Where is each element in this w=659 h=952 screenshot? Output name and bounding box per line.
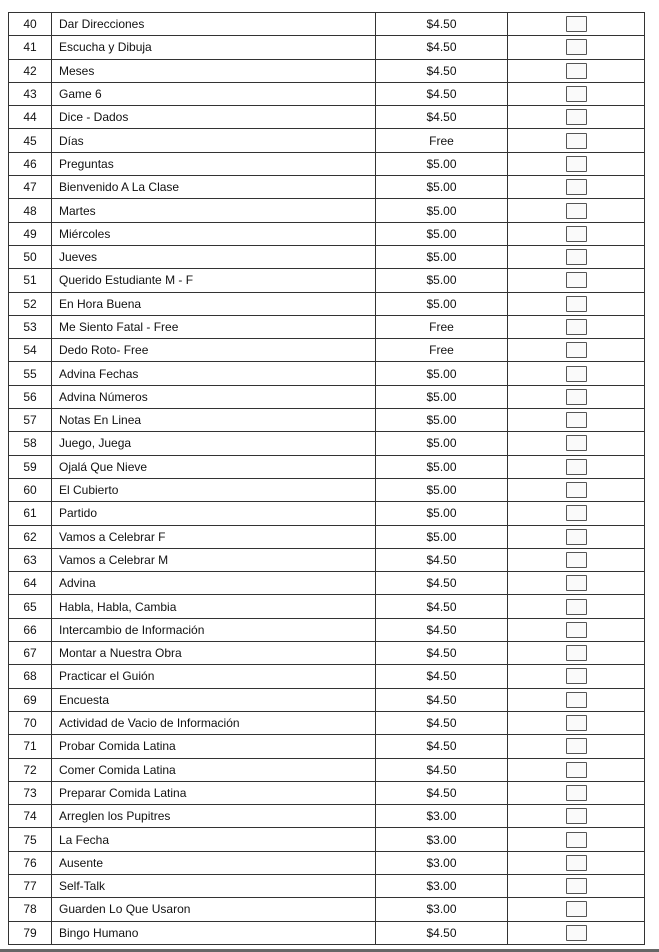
item-title: Comer Comida Latina: [52, 758, 376, 781]
select-cell: [508, 106, 645, 129]
select-cell: [508, 245, 645, 268]
select-checkbox[interactable]: [566, 622, 587, 638]
item-price: $4.50: [376, 665, 508, 688]
item-title: Partido: [52, 502, 376, 525]
table-row: [9, 106, 645, 129]
item-title: Arreglen los Pupitres: [52, 805, 376, 828]
select-cell: [508, 525, 645, 548]
item-title: Advina Números: [52, 385, 376, 408]
item-price: $5.00: [376, 362, 508, 385]
select-checkbox[interactable]: [566, 296, 587, 312]
item-price: $4.50: [376, 59, 508, 82]
item-price: $3.00: [376, 805, 508, 828]
item-price: $5.00: [376, 385, 508, 408]
select-checkbox[interactable]: [566, 86, 587, 102]
select-cell: [508, 805, 645, 828]
item-number: 63: [9, 548, 52, 571]
item-price: $5.00: [376, 245, 508, 268]
item-title: Intercambio de Información: [52, 618, 376, 641]
select-checkbox[interactable]: [566, 925, 587, 941]
select-checkbox[interactable]: [566, 203, 587, 219]
table-row: [9, 898, 645, 921]
select-checkbox[interactable]: [566, 156, 587, 172]
item-price: $5.00: [376, 292, 508, 315]
select-cell: [508, 269, 645, 292]
table-row: [9, 339, 645, 362]
item-title: Preparar Comida Latina: [52, 781, 376, 804]
item-price: Free: [376, 315, 508, 338]
item-number: 71: [9, 735, 52, 758]
item-title: Vamos a Celebrar F: [52, 525, 376, 548]
select-checkbox[interactable]: [566, 16, 587, 32]
item-number: 52: [9, 292, 52, 315]
item-price: $4.50: [376, 618, 508, 641]
item-number: 72: [9, 758, 52, 781]
item-number: 64: [9, 572, 52, 595]
select-cell: [508, 362, 645, 385]
item-price: $4.50: [376, 921, 508, 944]
item-number: 74: [9, 805, 52, 828]
table-row: [9, 432, 645, 455]
price-list-table: [8, 12, 645, 945]
select-checkbox[interactable]: [566, 575, 587, 591]
item-number: 75: [9, 828, 52, 851]
select-checkbox[interactable]: [566, 482, 587, 498]
select-checkbox[interactable]: [566, 668, 587, 684]
select-checkbox[interactable]: [566, 389, 587, 405]
select-cell: [508, 315, 645, 338]
select-cell: [508, 59, 645, 82]
table-row: [9, 525, 645, 548]
item-title: Meses: [52, 59, 376, 82]
table-row: [9, 711, 645, 734]
select-cell: [508, 642, 645, 665]
item-price: $5.00: [376, 269, 508, 292]
item-number: 68: [9, 665, 52, 688]
select-cell: [508, 455, 645, 478]
select-cell: [508, 828, 645, 851]
item-number: 46: [9, 152, 52, 175]
item-price: Free: [376, 339, 508, 362]
table-row: [9, 385, 645, 408]
select-checkbox[interactable]: [566, 832, 587, 848]
select-cell: [508, 735, 645, 758]
item-number: 69: [9, 688, 52, 711]
select-checkbox[interactable]: [566, 366, 587, 382]
table-row: [9, 595, 645, 618]
item-number: 44: [9, 106, 52, 129]
item-title: El Cubierto: [52, 478, 376, 501]
table-row: [9, 688, 645, 711]
item-title: Bienvenido A La Clase: [52, 176, 376, 199]
select-cell: [508, 13, 645, 36]
select-cell: [508, 129, 645, 152]
item-title: Preguntas: [52, 152, 376, 175]
item-title: Vamos a Celebrar M: [52, 548, 376, 571]
item-title: Self-Talk: [52, 874, 376, 897]
item-number: 61: [9, 502, 52, 525]
select-checkbox[interactable]: [566, 505, 587, 521]
table-row: [9, 548, 645, 571]
item-title: La Fecha: [52, 828, 376, 851]
table-row: [9, 245, 645, 268]
item-number: 73: [9, 781, 52, 804]
select-cell: [508, 665, 645, 688]
item-number: 50: [9, 245, 52, 268]
table-row: [9, 502, 645, 525]
item-price: $3.00: [376, 828, 508, 851]
item-title: Escucha y Dibuja: [52, 36, 376, 59]
table-row: [9, 292, 645, 315]
select-cell: [508, 618, 645, 641]
select-cell: [508, 82, 645, 105]
table-row: [9, 152, 645, 175]
item-price: $4.50: [376, 36, 508, 59]
select-checkbox[interactable]: [566, 63, 587, 79]
select-checkbox[interactable]: [566, 855, 587, 871]
item-price: $4.50: [376, 548, 508, 571]
select-cell: [508, 758, 645, 781]
select-cell: [508, 222, 645, 245]
table-row: [9, 572, 645, 595]
select-checkbox[interactable]: [566, 249, 587, 265]
select-checkbox[interactable]: [566, 319, 587, 335]
table-row: [9, 805, 645, 828]
item-title: Notas En Linea: [52, 409, 376, 432]
item-title: Encuesta: [52, 688, 376, 711]
select-cell: [508, 688, 645, 711]
select-checkbox[interactable]: [566, 226, 587, 242]
table-row: [9, 781, 645, 804]
item-price: $3.00: [376, 874, 508, 897]
item-number: 76: [9, 851, 52, 874]
table-row: [9, 269, 645, 292]
select-cell: [508, 898, 645, 921]
select-cell: [508, 36, 645, 59]
item-number: 65: [9, 595, 52, 618]
select-checkbox[interactable]: [566, 785, 587, 801]
item-number: 43: [9, 82, 52, 105]
select-checkbox[interactable]: [566, 692, 587, 708]
item-number: 66: [9, 618, 52, 641]
select-checkbox[interactable]: [566, 412, 587, 428]
table-row: [9, 36, 645, 59]
item-number: 51: [9, 269, 52, 292]
item-price: $4.50: [376, 106, 508, 129]
table-row: [9, 828, 645, 851]
select-cell: [508, 851, 645, 874]
item-number: 47: [9, 176, 52, 199]
table-row: [9, 642, 645, 665]
select-checkbox[interactable]: [566, 133, 587, 149]
item-title: Bingo Humano: [52, 921, 376, 944]
select-cell: [508, 432, 645, 455]
select-checkbox[interactable]: [566, 342, 587, 358]
item-number: 40: [9, 13, 52, 36]
item-price: $4.50: [376, 781, 508, 804]
item-number: 78: [9, 898, 52, 921]
price-list-body: [9, 13, 645, 945]
item-price: $4.50: [376, 13, 508, 36]
item-number: 59: [9, 455, 52, 478]
select-checkbox[interactable]: [566, 738, 587, 754]
item-price: $5.00: [376, 502, 508, 525]
table-row: [9, 735, 645, 758]
item-price: $4.50: [376, 758, 508, 781]
select-cell: [508, 781, 645, 804]
item-title: Actividad de Vacio de Información: [52, 711, 376, 734]
item-title: Dice - Dados: [52, 106, 376, 129]
item-number: 58: [9, 432, 52, 455]
item-title: Ojalá Que Nieve: [52, 455, 376, 478]
select-checkbox[interactable]: [566, 599, 587, 615]
item-title: Días: [52, 129, 376, 152]
item-number: 42: [9, 59, 52, 82]
select-checkbox[interactable]: [566, 645, 587, 661]
select-cell: [508, 595, 645, 618]
item-title: Game 6: [52, 82, 376, 105]
select-checkbox[interactable]: [566, 529, 587, 545]
select-checkbox[interactable]: [566, 878, 587, 894]
select-checkbox[interactable]: [566, 715, 587, 731]
select-checkbox[interactable]: [566, 901, 587, 917]
item-number: 54: [9, 339, 52, 362]
select-checkbox[interactable]: [566, 272, 587, 288]
item-number: 56: [9, 385, 52, 408]
item-title: Miércoles: [52, 222, 376, 245]
item-price: $5.00: [376, 455, 508, 478]
select-cell: [508, 339, 645, 362]
table-row: [9, 758, 645, 781]
select-cell: [508, 572, 645, 595]
select-checkbox[interactable]: [566, 762, 587, 778]
select-cell: [508, 478, 645, 501]
select-cell: [508, 152, 645, 175]
item-title: Jueves: [52, 245, 376, 268]
table-row: [9, 13, 645, 36]
item-number: 53: [9, 315, 52, 338]
select-cell: [508, 874, 645, 897]
select-cell: [508, 176, 645, 199]
item-title: Guarden Lo Que Usaron: [52, 898, 376, 921]
item-title: Dedo Roto- Free: [52, 339, 376, 362]
item-title: Habla, Habla, Cambia: [52, 595, 376, 618]
item-number: 41: [9, 36, 52, 59]
item-price: $5.00: [376, 199, 508, 222]
select-checkbox[interactable]: [566, 39, 587, 55]
item-title: Probar Comida Latina: [52, 735, 376, 758]
table-row: [9, 851, 645, 874]
select-cell: [508, 711, 645, 734]
select-checkbox[interactable]: [566, 459, 587, 475]
item-price: $5.00: [376, 152, 508, 175]
item-price: $5.00: [376, 176, 508, 199]
item-price: $5.00: [376, 222, 508, 245]
item-title: Martes: [52, 199, 376, 222]
table-row: [9, 199, 645, 222]
item-title: Me Siento Fatal - Free: [52, 315, 376, 338]
select-cell: [508, 292, 645, 315]
table-row: [9, 665, 645, 688]
item-number: 62: [9, 525, 52, 548]
item-title: Querido Estudiante M - F: [52, 269, 376, 292]
select-cell: [508, 385, 645, 408]
item-title: Juego, Juega: [52, 432, 376, 455]
table-row: [9, 409, 645, 432]
item-number: 48: [9, 199, 52, 222]
table-row: [9, 478, 645, 501]
select-cell: [508, 548, 645, 571]
item-title: Advina Fechas: [52, 362, 376, 385]
item-number: 45: [9, 129, 52, 152]
item-price: $4.50: [376, 711, 508, 734]
item-title: Advina: [52, 572, 376, 595]
item-title: Dar Direcciones: [52, 13, 376, 36]
item-number: 79: [9, 921, 52, 944]
table-row: [9, 362, 645, 385]
item-price: $4.50: [376, 688, 508, 711]
select-checkbox[interactable]: [566, 552, 587, 568]
item-number: 67: [9, 642, 52, 665]
table-row: [9, 129, 645, 152]
item-number: 57: [9, 409, 52, 432]
item-price: $4.50: [376, 572, 508, 595]
item-title: Montar a Nuestra Obra: [52, 642, 376, 665]
select-checkbox[interactable]: [566, 435, 587, 451]
item-title: En Hora Buena: [52, 292, 376, 315]
table-row: [9, 222, 645, 245]
item-number: 60: [9, 478, 52, 501]
item-number: 55: [9, 362, 52, 385]
item-price: $4.50: [376, 735, 508, 758]
select-cell: [508, 921, 645, 944]
table-row: [9, 921, 645, 944]
item-price: $5.00: [376, 525, 508, 548]
select-cell: [508, 199, 645, 222]
table-row: [9, 874, 645, 897]
item-price: $5.00: [376, 432, 508, 455]
item-number: 49: [9, 222, 52, 245]
table-row: [9, 82, 645, 105]
item-price: $3.00: [376, 851, 508, 874]
select-checkbox[interactable]: [566, 109, 587, 125]
table-row: [9, 59, 645, 82]
select-cell: [508, 502, 645, 525]
table-row: [9, 315, 645, 338]
item-number: 70: [9, 711, 52, 734]
table-row: [9, 455, 645, 478]
select-checkbox[interactable]: [566, 808, 587, 824]
item-price: Free: [376, 129, 508, 152]
select-checkbox[interactable]: [566, 179, 587, 195]
item-title: Ausente: [52, 851, 376, 874]
item-price: $4.50: [376, 642, 508, 665]
item-title: Practicar el Guión: [52, 665, 376, 688]
select-cell: [508, 409, 645, 432]
item-number: 77: [9, 874, 52, 897]
item-price: $5.00: [376, 478, 508, 501]
item-price: $3.00: [376, 898, 508, 921]
item-price: $4.50: [376, 82, 508, 105]
table-row: [9, 618, 645, 641]
item-price: $4.50: [376, 595, 508, 618]
table-row: [9, 176, 645, 199]
item-price: $5.00: [376, 409, 508, 432]
